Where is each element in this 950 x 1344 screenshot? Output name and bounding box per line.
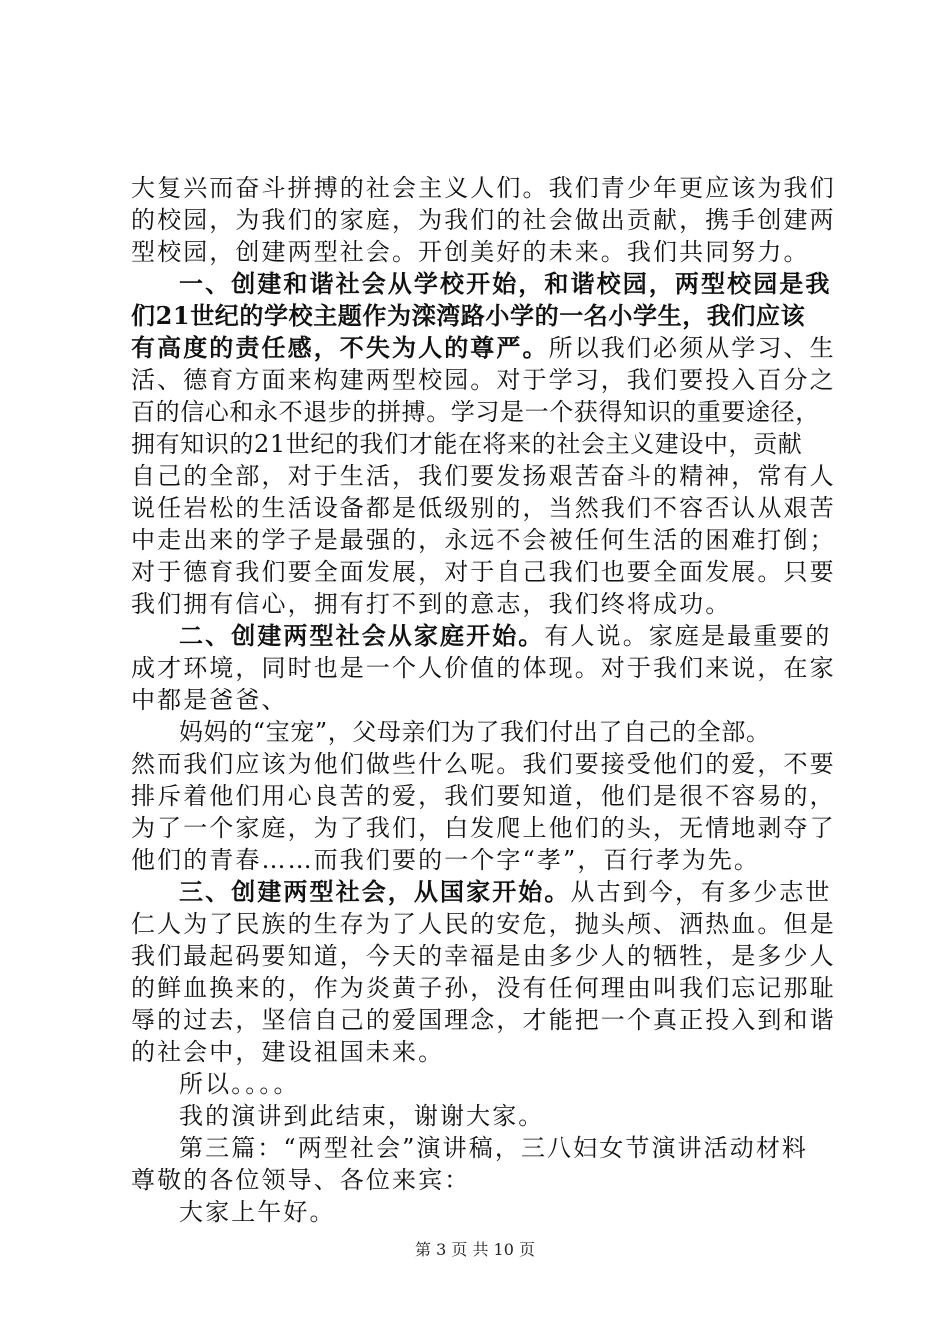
text-line: 辱的过去，坚信自己的爱国理念，才能把一个真正投入到和谐 <box>131 1006 836 1034</box>
section-heading-nation: 三、创建两型社会，从国家开始。 <box>179 877 571 906</box>
salutation-line: 尊敬的各位领导、各位来宾： <box>131 1166 471 1194</box>
text-line-bold: 们21世纪的学校主题作为滦湾路小学的一名小学生，我们应该 <box>131 301 806 330</box>
text-line: 所以。。。。 <box>179 1070 300 1098</box>
document-body <box>131 172 836 1228</box>
section-heading-school: 一、创建和谐社会从学校开始，和谐校园，两型校园是我 <box>179 269 832 298</box>
text-run: 从古到今，有多少志世 <box>570 878 832 906</box>
text-line: 自己的全部，对于生活，我们要发扬艰苦奋斗的精神，常有人 <box>131 462 836 490</box>
text-line: 大复兴而奋斗拼搏的社会主义人们。我们青少年更应该为我们 <box>131 174 836 202</box>
text-line-mixed <box>131 332 836 364</box>
text-line: 我的演讲到此结束，谢谢大家。 <box>179 1102 545 1130</box>
text-line: 拥有知识的21世纪的我们才能在将来的社会主义建设中，贡献 <box>131 430 803 458</box>
text-line: 成才环境，同时也是一个人价值的体现。对于我们来说，在家 <box>131 654 836 682</box>
text-line: 的社会中，建设祖国未来。 <box>131 1038 445 1066</box>
text-line: 中都是爸爸、 <box>131 686 288 714</box>
page-number-footer: 第 3 页 共 10 页 <box>415 1240 535 1259</box>
text-line: 我们最起码要知道，今天的幸福是由多少人的牺牲，是多少人 <box>131 942 836 970</box>
text-line: 仁人为了民族的生存为了人民的安危，抛头颅、洒热血。但是 <box>131 910 836 938</box>
text-run: 有人说。家庭是最重要的 <box>544 622 832 650</box>
section-heading-family-line <box>131 620 831 652</box>
text-line: 排斥着他们用心良苦的爱，我们要知道，他们是很不容易的， <box>131 782 836 810</box>
section-heading-nation-line <box>131 876 831 908</box>
section-heading-family: 二、创建两型社会从家庭开始。 <box>179 621 545 650</box>
text-line: 然而我们应该为他们做些什么呢。我们要接受他们的爱，不要 <box>131 750 836 778</box>
text-line: 的鲜血换来的，作为炎黄子孙，没有任何理由叫我们忘记那耻 <box>131 974 836 1002</box>
text-line: 妈妈的“宝宠”，父母亲们为了我们付出了自己的全部。 <box>179 718 771 746</box>
text-line: 中走出来的学子是最强的，永远不会被任何生活的困难打倒； <box>131 526 836 554</box>
text-line: 为了一个家庭，为了我们，白发爬上他们的头，无情地剥夺了 <box>131 814 836 842</box>
text-line: 百的信心和永不退步的拼搏。学习是一个获得知识的重要途径， <box>131 398 820 426</box>
text-line: 说任岩松的生活设备都是低级别的，当然我们不容否认从艰苦 <box>131 494 836 522</box>
greeting-line: 大家上午好。 <box>179 1198 336 1226</box>
text-line: 型校园，创建两型社会。开创美好的未来。我们共同努力。 <box>131 238 810 266</box>
text-line: 他们的青春……而我们要的一个字“孝”，百行孝为先。 <box>131 846 761 874</box>
text-line: 我们拥有信心，拥有打不到的意志，我们终将成功。 <box>131 590 732 618</box>
text-line: 对于德育我们要全面发展，对于自己我们也要全面发展。只要 <box>131 558 836 586</box>
text-run: 所以我们必须从学习、生 <box>548 334 836 362</box>
article-title-line: 第三篇：“两型社会”演讲稿，三八妇女节演讲活动材料 <box>179 1134 809 1162</box>
text-line: 活、德育方面来构建两型校园。对于学习，我们要投入百分之 <box>131 366 836 394</box>
bold-phrase: 有高度的责任感，不失为人的尊严。 <box>131 333 549 362</box>
text-line: 的校园，为我们的家庭，为我们的社会做出贡献，携手创建两 <box>131 206 836 234</box>
